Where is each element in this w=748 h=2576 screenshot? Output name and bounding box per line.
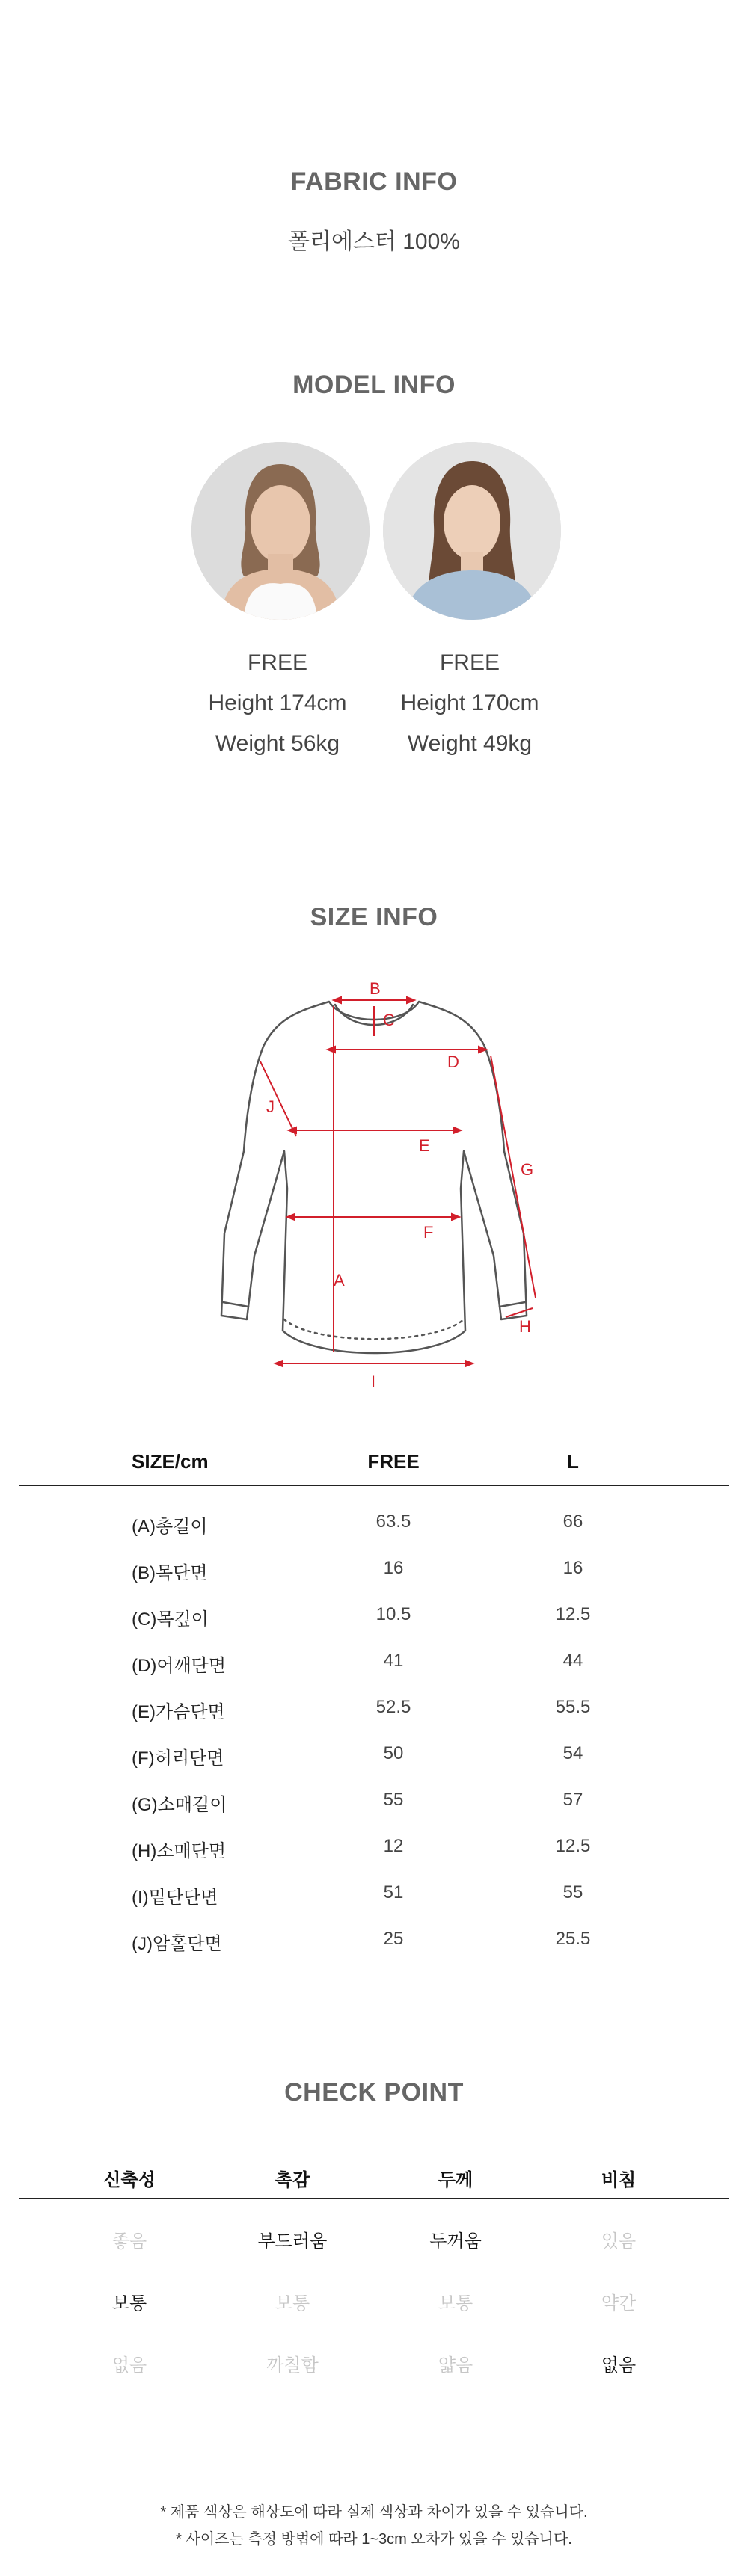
check-cell: 보통 — [275, 2293, 310, 2314]
row-label: (J)암홀단면 — [132, 1934, 222, 1954]
model-2-info — [373, 643, 567, 764]
check-cell: 좋음 — [111, 2231, 147, 2252]
model-1-height: Height 174cm — [208, 691, 347, 715]
row-l: 55 — [562, 1882, 583, 1902]
row-l: 12.5 — [555, 1604, 591, 1624]
row-l: 57 — [562, 1790, 583, 1810]
row-l: 12.5 — [555, 1836, 591, 1856]
model-1-weight: Weight 56kg — [215, 731, 340, 756]
check-header-elasticity: 신축성 — [103, 2170, 156, 2190]
row-free: 51 — [383, 1882, 404, 1902]
check-header-sheerness: 비침 — [601, 2170, 637, 2190]
row-free: 16 — [383, 1558, 404, 1578]
garment-outline — [221, 1002, 527, 1353]
fabric-info-title: FABRIC INFO — [290, 167, 458, 196]
row-free: 50 — [383, 1743, 404, 1763]
label-g: G — [521, 1160, 534, 1179]
size-diagram — [0, 964, 748, 1413]
label-a: A — [334, 1271, 345, 1289]
row-free: 52.5 — [375, 1697, 411, 1717]
row-l: 25.5 — [555, 1929, 591, 1949]
model-2-weight: Weight 49kg — [407, 731, 533, 756]
size-info-title: SIZE INFO — [310, 903, 438, 931]
label-i: I — [371, 1372, 376, 1391]
row-free: 25 — [383, 1929, 404, 1949]
fabric-content: 폴리에스터 100% — [288, 229, 460, 254]
row-label: (I)밑단단면 — [132, 1888, 218, 1908]
check-cell: 보통 — [438, 2293, 473, 2314]
row-l: 54 — [562, 1743, 583, 1763]
check-cell: 얇음 — [438, 2355, 473, 2376]
model-photo-1 — [191, 442, 370, 620]
row-label: (G)소매길이 — [132, 1795, 227, 1815]
model-2-size: FREE — [439, 650, 500, 675]
check-cell: 까칠함 — [266, 2355, 319, 2376]
check-cell-selected: 부드러움 — [257, 2231, 328, 2252]
label-h: H — [519, 1317, 531, 1336]
measure-letters — [266, 979, 533, 1391]
row-free: 63.5 — [375, 1512, 411, 1532]
label-f: F — [423, 1223, 434, 1242]
size-table-header-label: SIZE/cm — [132, 1450, 209, 1473]
check-cell-selected: 없음 — [601, 2355, 637, 2376]
model-2-height: Height 170cm — [400, 691, 539, 715]
label-c: C — [383, 1011, 395, 1029]
size-table-rule — [19, 1485, 729, 1486]
note-color: * 제품 색상은 해상도에 따라 실제 색상과 차이가 있을 수 있습니다. — [160, 2504, 588, 2521]
row-label: (H)소매단면 — [132, 1841, 227, 1861]
check-point-title: CHECK POINT — [284, 2078, 464, 2107]
row-label: (C)목깊이 — [132, 1609, 209, 1630]
check-cell-selected: 두꺼움 — [429, 2231, 482, 2252]
check-cell: 약간 — [601, 2293, 637, 2314]
check-cell: 없음 — [111, 2355, 147, 2376]
label-e: E — [419, 1136, 430, 1155]
check-header-texture: 촉감 — [275, 2170, 310, 2190]
check-header-thickness: 두께 — [438, 2170, 473, 2190]
model-photo-2 — [383, 442, 561, 620]
row-label: (D)어깨단면 — [132, 1656, 227, 1676]
label-j: J — [266, 1097, 275, 1116]
model-1-info — [180, 643, 375, 764]
row-label: (F)허리단면 — [132, 1748, 224, 1769]
row-free: 10.5 — [375, 1604, 411, 1624]
model-info-title: MODEL INFO — [292, 371, 456, 399]
row-l: 66 — [562, 1512, 583, 1532]
size-table-header-free: FREE — [367, 1450, 420, 1473]
row-l: 55.5 — [555, 1697, 591, 1717]
measure-lines — [260, 997, 536, 1366]
row-label: (E)가슴단면 — [132, 1702, 225, 1722]
check-cell-selected: 보통 — [111, 2293, 147, 2314]
size-table-header-l: L — [567, 1450, 579, 1473]
model-1-size: FREE — [247, 650, 307, 675]
check-cell: 있음 — [601, 2231, 637, 2252]
note-size: * 사이즈는 측정 방법에 따라 1~3cm 오차가 있을 수 있습니다. — [176, 2531, 572, 2548]
row-l: 44 — [562, 1651, 583, 1671]
label-d: D — [447, 1053, 459, 1071]
row-label: (B)목단면 — [132, 1563, 208, 1583]
row-l: 16 — [562, 1558, 583, 1578]
row-free: 55 — [383, 1790, 404, 1810]
check-rule — [19, 2198, 729, 2199]
row-free: 41 — [383, 1651, 404, 1671]
label-b: B — [370, 979, 381, 998]
row-free: 12 — [383, 1836, 404, 1856]
row-label: (A)총길이 — [132, 1517, 208, 1537]
